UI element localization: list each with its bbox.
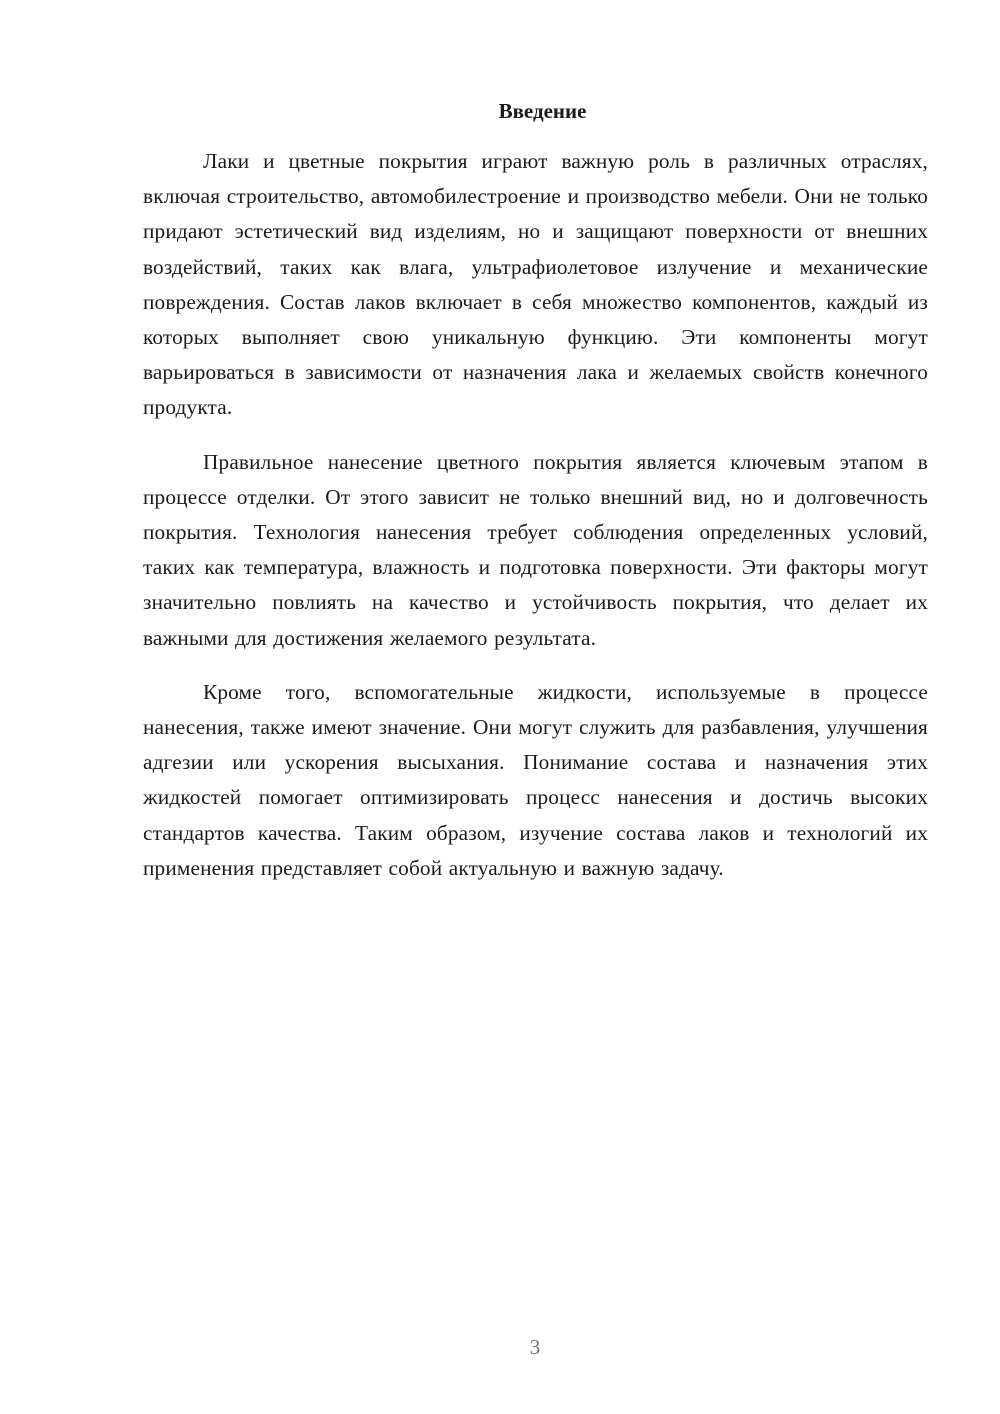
- page-number: 3: [529, 1335, 541, 1359]
- paragraph-1: Лаки и цветные покрытия играют важную роль в различных отраслях, включая строительство, автомобилестроение и производство мебели. Они не только придают эстетический вид изделиям, но и защищают поверхности от внешних воздействий, таких как влага, ультрафиолетовое излучение и механические повреждения. Состав лаков включает в себя множество компонентов, каждый из которых выполняет свою уникальную функцию. Эти компоненты могут варьироваться в зависимости от назначения лака и желаемых свойств конечного продукта.: [143, 149, 928, 420]
- paragraph-2: Правильное нанесение цветного покрытия является ключевым этапом в процессе отделки. От этого зависит не только внешний вид, но и долговечность покрытия. Технология нанесения требует соблюдения определенных условий, таких как температура, влажность и подготовка поверхности. Эти факторы могут значительно повлиять на качество и устойчивость покрытия, что делает их важными для достижения желаемого результата.: [143, 449, 928, 650]
- paragraph-3: Кроме того, вспомогательные жидкости, используемые в процессе нанесения, также имеют значение. Они могут служить для разбавления, улучшения адгезии или ускорения высыхания. Понимание состава и назначения этих жидкостей помогает оптимизировать процесс нанесения и достичь высоких стандартов качества. Таким образом, изучение состава лаков и технологий их применения представляет собой актуальную и важную задачу.: [143, 679, 928, 880]
- section-heading: Введение: [498, 99, 587, 123]
- page-content: [143, 96, 928, 886]
